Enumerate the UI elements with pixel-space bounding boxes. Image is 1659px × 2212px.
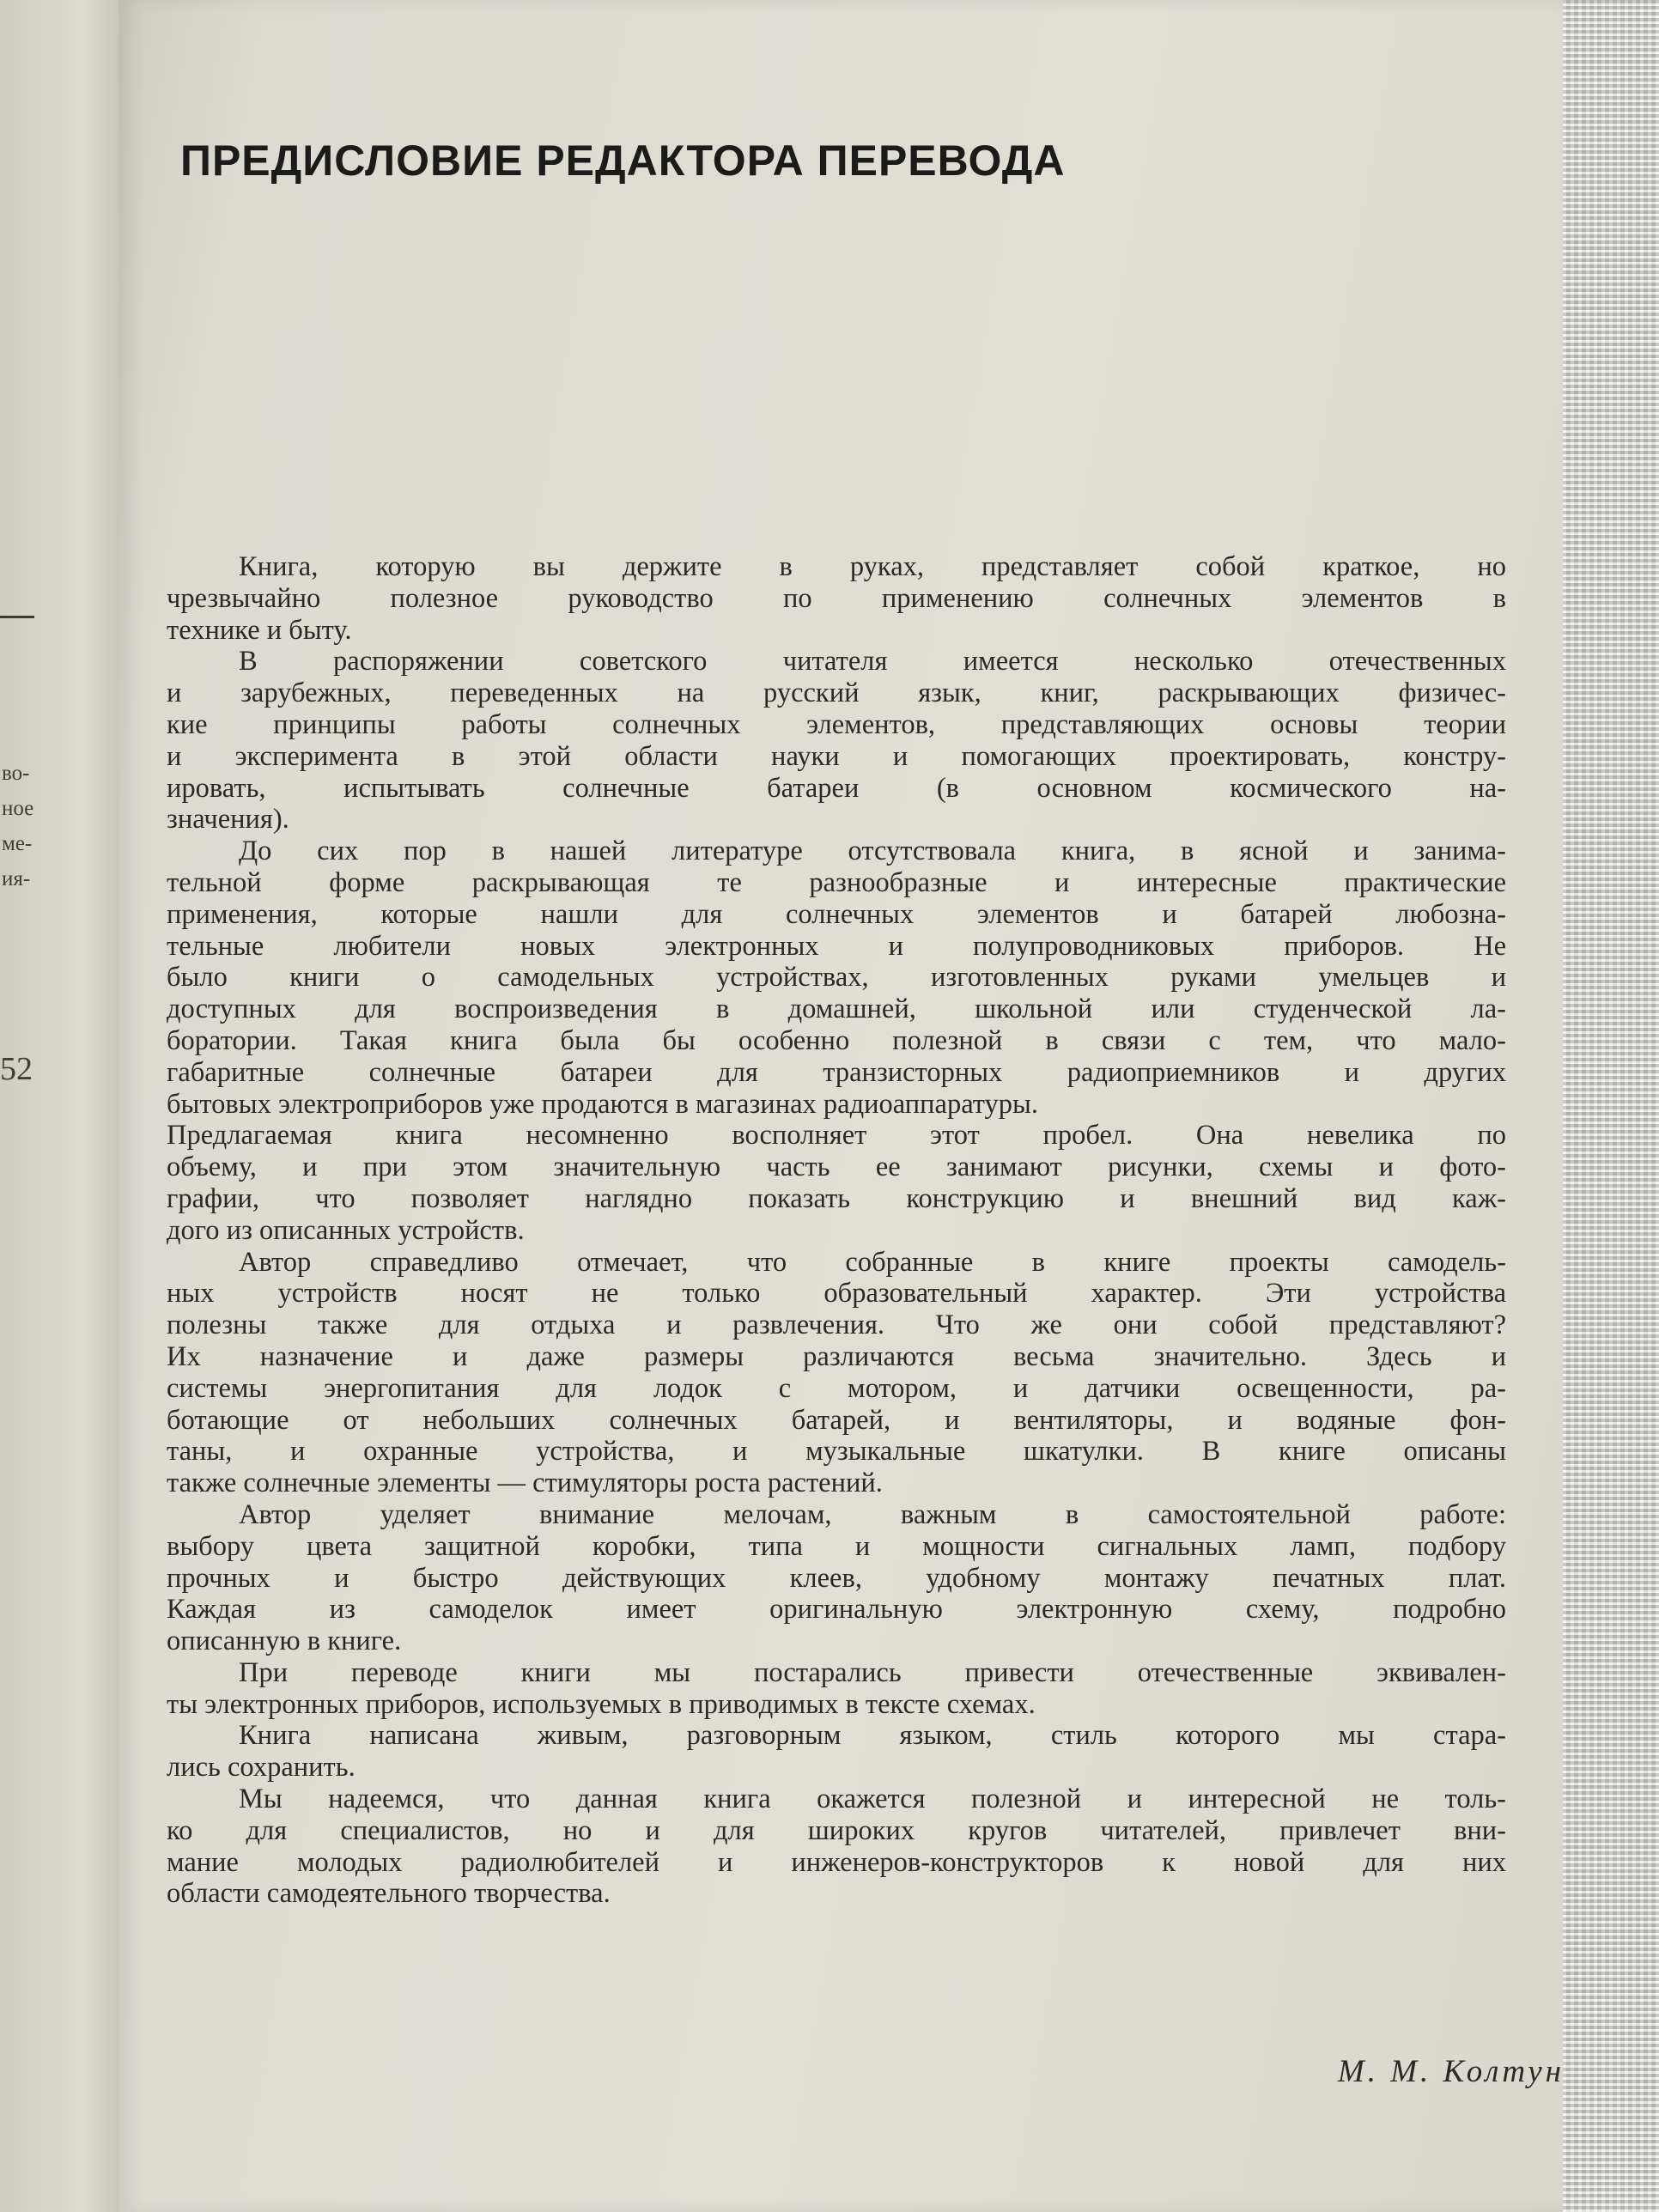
text-line: Предлагаемая книга несомненно восполняет этот пробел. Она невелика по xyxy=(167,1120,1506,1152)
background-cloth xyxy=(1563,0,1659,2212)
text-line: ботающие от небольших солнечных батарей, и вентиляторы, и водяные фон- xyxy=(167,1404,1506,1436)
text-line: объему, и при этом значительную часть ее занимают рисунки, схемы и фото- xyxy=(167,1152,1506,1183)
previous-page-number: 52 xyxy=(0,1051,33,1087)
text-line: При переводе книги мы постарались привести отечественные эквивален- xyxy=(239,1656,1506,1688)
text-line: таны, и охранные устройства, и музыкальные шкатулки. В книге описаны xyxy=(167,1436,1506,1468)
body-text xyxy=(167,551,1506,1910)
text-line: Автор уделяет внимание мелочам, важным в самостоятельной работе: xyxy=(239,1498,1506,1530)
previous-page-fragment: ме- xyxy=(2,832,33,855)
text-line: графии, что позволяет наглядно показать конструкцию и внешний вид каж- xyxy=(167,1182,1506,1214)
text-line: области самодеятельного творчества. xyxy=(167,1878,611,1910)
text-line: Мы надеемся, что данная книга окажется полезной и интересной не толь- xyxy=(239,1784,1506,1815)
text-line: прочных и быстро действующих клеев, удобному монтажу печатных плат. xyxy=(167,1562,1506,1594)
previous-page-fragment: во- xyxy=(2,762,30,785)
text-line: ты электронных приборов, используемых в приводимых в тексте схемах. xyxy=(167,1688,1036,1720)
text-line: боратории. Такая книга была бы особенно полезной в связи с тем, что мало- xyxy=(167,1024,1506,1056)
text-line: выбору цвета защитной коробки, типа и мощности сигнальных ламп, подбору xyxy=(167,1530,1506,1562)
text-line: ных устройств носят не только образовательный характер. Эти устройства xyxy=(167,1278,1506,1310)
text-line: тельной форме раскрывающая те разнообразные и интересные практические xyxy=(167,866,1506,898)
text-line: Автор справедливо отмечает, что собранные в книге проекты самодель- xyxy=(239,1246,1506,1278)
text-line: лись сохранить. xyxy=(167,1752,356,1784)
text-line: доступных для воспроизведения в домашней, школьной или студенческой ла- xyxy=(167,994,1506,1025)
text-line: и эксперимента в этой области науки и помогающих проектировать, констру- xyxy=(167,740,1506,772)
text-line: описанную в книге. xyxy=(167,1626,402,1657)
text-line: было книги о самодельных устройствах, изготовленных руками умельцев и xyxy=(167,962,1506,994)
text-line: дого из описанных устройств. xyxy=(167,1214,525,1246)
previous-page-fragment: ия- xyxy=(2,867,31,890)
text-line: Книга, которую вы держите в руках, представляет собой краткое, но xyxy=(239,551,1506,582)
text-line: чрезвычайно полезное руководство по применению солнечных элементов в xyxy=(167,582,1506,614)
text-line: системы энергопитания для лодок с мотором, и датчики освещенности, ра- xyxy=(167,1372,1506,1404)
text-line: значения). xyxy=(167,804,289,836)
text-line: Их назначение и даже размеры различаются весьма значительно. Здесь и xyxy=(167,1340,1506,1372)
text-line: Книга написана живым, разговорным языком, стиль которого мы стара- xyxy=(239,1720,1506,1752)
previous-page-edge xyxy=(0,0,118,2212)
text-line: также солнечные элементы — стимуляторы роста растений. xyxy=(167,1468,883,1499)
previous-page-rule xyxy=(0,616,34,618)
text-line: ко для специалистов, но и для широких кругов читателей, привлечет вни- xyxy=(167,1814,1506,1846)
text-line: технике и быту. xyxy=(167,614,352,646)
previous-page-fragment: ное xyxy=(2,797,34,820)
text-line: бытовых электроприборов уже продаются в магазинах радиоаппаратуры. xyxy=(167,1088,1039,1120)
text-line: габаритные солнечные батареи для транзисторных радиоприемников и других xyxy=(167,1056,1506,1088)
text-line: полезны также для отдыха и развлечения. Что же они собой представляют? xyxy=(167,1310,1506,1341)
author-signature: М. М. Колтун xyxy=(1337,2054,1565,2089)
text-line: В распоряжении советского читателя имеется несколько отечественных xyxy=(239,646,1506,678)
text-line: и зарубежных, переведенных на русский язык, книг, раскрывающих физичес- xyxy=(167,678,1506,709)
text-line: кие принципы работы солнечных элементов, представляющих основы теории xyxy=(167,708,1506,740)
text-line: мание молодых радиолюбителей и инженеров-конструкторов к новой для них xyxy=(167,1846,1506,1878)
text-line: До сих пор в нашей литературе отсутствовала книга, в ясной и занима- xyxy=(239,836,1506,867)
text-line: тельные любители новых электронных и полупроводниковых приборов. Не xyxy=(167,930,1506,962)
text-line: применения, которые нашли для солнечных элементов и батарей любозна- xyxy=(167,898,1506,930)
book-page xyxy=(118,0,1563,2212)
page-title: ПРЕДИСЛОВИЕ РЕДАКТОРА ПЕРЕВОДА xyxy=(180,137,1066,185)
text-line: ировать, испытывать солнечные батареи (в основном космического на- xyxy=(167,772,1506,804)
text-line: Каждая из самоделок имеет оригинальную электронную схему, подробно xyxy=(167,1594,1506,1626)
